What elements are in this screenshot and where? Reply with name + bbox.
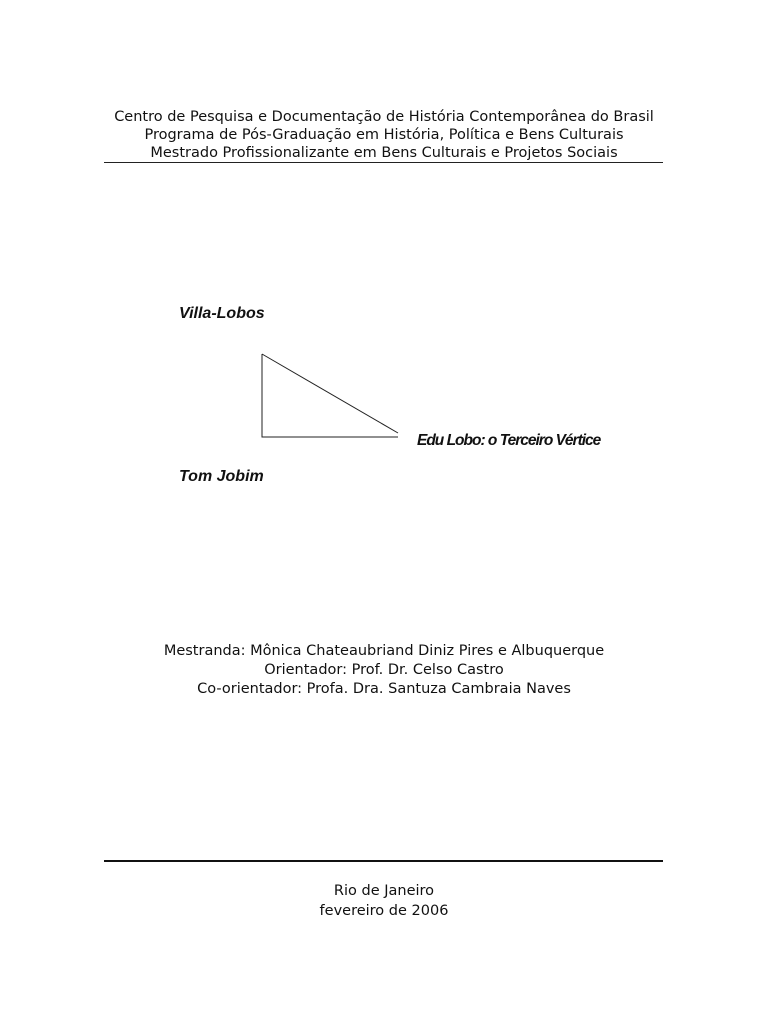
triangle-hypotenuse bbox=[262, 354, 398, 433]
header-divider bbox=[104, 162, 663, 163]
date: fevereiro de 2006 bbox=[319, 903, 449, 919]
advisor-name: Orientador: Prof. Dr. Celso Castro bbox=[264, 662, 504, 678]
header-line-institution: Centro de Pesquisa e Documentação de História Contemporânea do Brasil bbox=[114, 109, 654, 125]
institution-header bbox=[0, 108, 768, 162]
header-line-program: Programa de Pós-Graduação em História, Política e Bens Culturais bbox=[144, 127, 624, 143]
thesis-title: Edu Lobo: o Terceiro Vértice bbox=[417, 432, 601, 449]
place-date-block bbox=[0, 881, 768, 921]
authorship-block bbox=[0, 642, 768, 699]
top-vertex-label: Villa-Lobos bbox=[179, 305, 265, 322]
header-line-course: Mestrado Profissionalizante em Bens Culturais e Projetos Sociais bbox=[150, 145, 618, 161]
coadvisor-name: Co-orientador: Profa. Dra. Santuza Cambraia Naves bbox=[197, 681, 571, 697]
city: Rio de Janeiro bbox=[333, 883, 435, 899]
triangle-diagram bbox=[255, 348, 405, 443]
student-name: Mestranda: Mônica Chateaubriand Diniz Pires e Albuquerque bbox=[163, 643, 605, 659]
triangle-outline bbox=[262, 354, 398, 437]
footer-divider bbox=[104, 860, 663, 862]
bottom-vertex-label: Tom Jobim bbox=[179, 468, 264, 485]
